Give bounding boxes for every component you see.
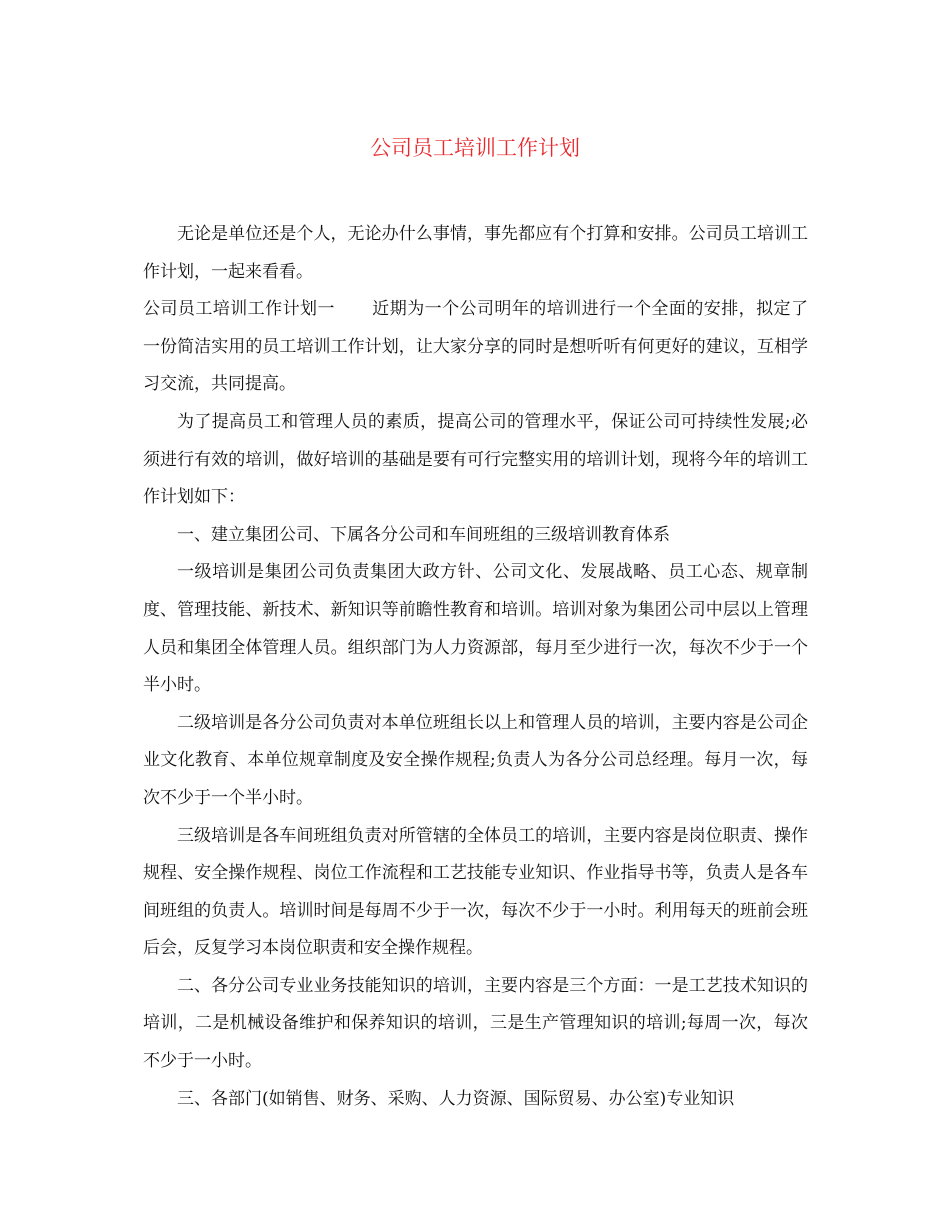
- paragraph-intro: 无论是单位还是个人，无论办什么事情，事先都应有个打算和安排。公司员工培训工作计划，一起来看看。: [143, 224, 808, 282]
- document-body: [143, 216, 808, 1118]
- plan-one-text: 近期为一个公司明年的培训进行一个全面的安排，拟定了一份简洁实用的员工培训工作计划，让大家分享的同时是想听听有何更好的建议，互相学习交流，共同提高。: [143, 299, 808, 395]
- paragraph-section-two: 二、各分公司专业业务技能知识的培训，主要内容是三个方面：一是工艺技术知识的培训，二是机械设备维护和保养知识的培训，三是生产管理知识的培训;每周一次，每次不少于一小时。: [143, 975, 808, 1072]
- paragraph-plan-one: [143, 291, 808, 404]
- paragraph-purpose: 为了提高员工和管理人员的素质，提高公司的管理水平，保证公司可持续性发展;必须进行有效的培训，做好培训的基础是要有可行完整实用的培训计划，现将今年的培训工作计划如下：: [143, 411, 808, 508]
- paragraph-level-one-training: 一级培训是集团公司负责集团大政方针、公司文化、发展战略、员工心态、规章制度、管理技能、新技术、新知识等前瞻性教育和培训。培训对象为集团公司中层以上管理人员和集团全体管理人员。组织部门为人力资源部，每月至少进行一次，每次不少于一个半小时。: [143, 562, 808, 696]
- plan-one-label: 公司员工培训工作计划一: [143, 299, 335, 320]
- document-title: 公司员工培训工作计划: [370, 136, 580, 160]
- paragraph-section-three: 三、各部门(如销售、财务、采购、人力资源、国际贸易、办公室)专业知识: [177, 1088, 735, 1109]
- paragraph-section-one-heading: 一、建立集团公司、下属各分公司和车间班组的三级培训教育体系: [177, 524, 670, 545]
- paragraph-level-two-training: 二级培训是各分公司负责对本单位班组长以上和管理人员的培训，主要内容是公司企业文化教育、本单位规章制度及安全操作规程;负责人为各分公司总经理。每月一次，每次不少于一个半小时。: [143, 712, 808, 808]
- paragraph-level-three-training: 三级培训是各车间班组负责对所管辖的全体员工的培训，主要内容是岗位职责、操作规程、安全操作规程、岗位工作流程和工艺技能专业知识、作业指导书等，负责人是各车间班组的负责人。培训时间是每周不少于一次，每次不少于一小时。利用每天的班前会班后会，反复学习本岗位职责和安全操作规程。: [143, 825, 808, 959]
